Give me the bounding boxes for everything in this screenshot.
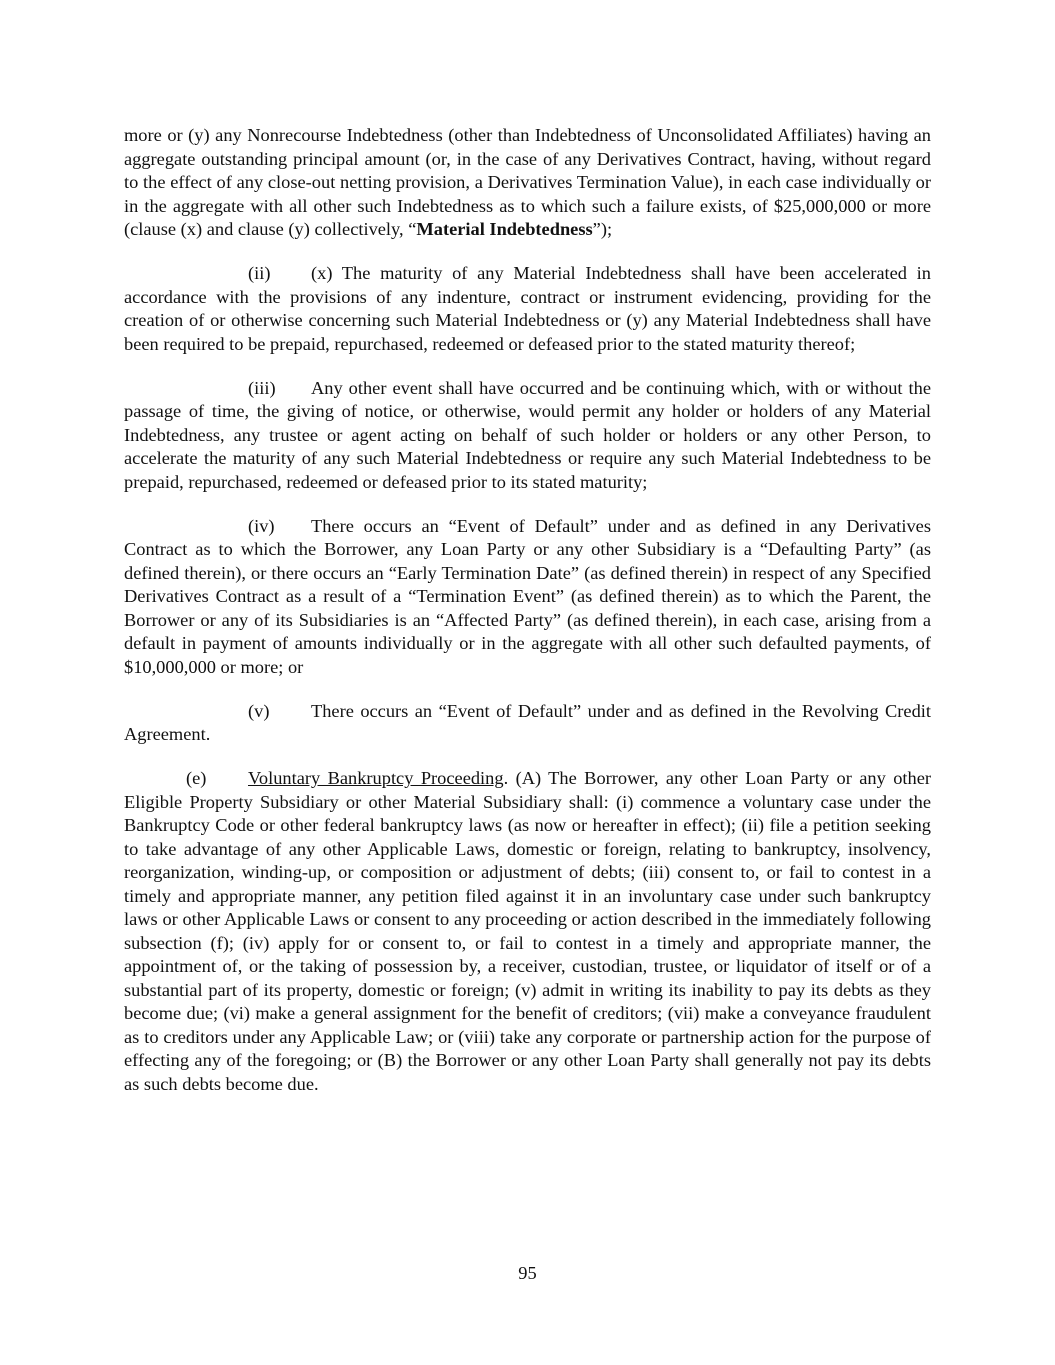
clause-number: (iii) <box>248 377 276 398</box>
section-heading: Voluntary Bankruptcy Proceeding <box>248 768 504 788</box>
paragraph-continuation: more or (y) any Nonrecourse Indebtedness (other than Indebtedness of Unconsolidated Affiliates) having an aggregate outstanding principal amount (or, in the case of any Derivatives Contract, having, without regard to the effect of any close-out netting provision, a Derivatives Termination Value), in each case individually or in the aggregate with all other such Indebtedness as to which such a failure exists, of $25,000,000 or more (clause (x) and clause (y) collectively, “Material Indebtedness”); <box>124 125 931 239</box>
clause-number: (v) <box>248 700 270 721</box>
document-page <box>124 124 931 1096</box>
page-number: 95 <box>518 1263 537 1283</box>
clause-v: (v) There occurs an “Event of Default” under and as defined in the Revolving Credit Agreement. <box>124 700 931 744</box>
clause-number: (ii) <box>248 263 271 283</box>
clause-iv: (iv) There occurs an “Event of Default” under and as defined in any Derivatives Contract as to which the Borrower, any Loan Party or any other Subsidiary is a “Defaulting Party” (as defined therein), or there occurs an “Early Termination Date” (as defined therein) in respect of any Specified Derivatives Contract as a result of a “Termination Event” (as defined therein) as to which the Parent, the Borrower or any of its Subsidiaries is an “Affected Party” (as defined therein), in each case, arising from a default in payment of amounts individually or in the aggregate with all other such defaulted payments, of $10,000,000 or more; or <box>124 515 931 677</box>
defined-term-material-indebtedness: Material Indebtedness <box>416 219 593 239</box>
clause-iii: (iii) Any other event shall have occurred and be continuing which, with or without the passage of time, the giving of notice, or otherwise, would permit any holder or holders of any Material Indebtedness, any trustee or agent acting on behalf of such holder or holders or any other Person, to accelerate the maturity of any such Material Indebtedness or require any such Material Indebtedness to be prepaid, repurchased, redeemed or defeased prior to its stated maturity; <box>124 377 931 492</box>
section-e-voluntary-bankruptcy: (e) Voluntary Bankruptcy Proceeding. (A) The Borrower, any other Loan Party or any other Eligible Property Subsidiary or other Material Subsidiary shall: (i) commence a voluntary case under the Bankruptcy Code or other federal bankruptcy laws (as now or hereafter in effect); (ii) file a petition seeking to take advantage of any other Applicable Laws, domestic or foreign, relating to bankruptcy, insolvency, reorganization, winding-up, or composition or adjustment of debts; (iii) consent to, or fail to contest in a timely and appropriate manner, any petition filed against it in an involuntary case under such bankruptcy laws or other Applicable Laws or consent to any proceeding or action described in the immediately following subsection (f); (iv) apply for or consent to, or fail to contest in a timely and appropriate manner, the appointment of, or the taking of possession by, a receiver, custodian, trustee, or liquidator of itself or of a substantial part of its property, domestic or foreign; (v) admit in writing its inability to pay its debts as they become due; (vi) make a general assignment for the benefit of creditors; (vii) make a conveyance fraudulent as to creditors under any Applicable Law; or (viii) take any corporate or partnership action for the purpose of effecting any of the foregoing; or (B) the Borrower or any other Loan Party shall generally not pay its debts as such debts become due. <box>124 768 931 1094</box>
clause-ii: (ii) (x) The maturity of any Material Indebtedness shall have been accelerated in accordance with the provisions of any indenture, contract or instrument evidencing, providing for the creation of or otherwise concerning such Material Indebtedness or (y) any Material Indebtedness shall have been required to be prepaid, repurchased, redeemed or defeased prior to the stated maturity thereof; <box>124 263 931 354</box>
section-number: (e) <box>186 768 207 788</box>
clause-number: (iv) <box>248 515 275 536</box>
